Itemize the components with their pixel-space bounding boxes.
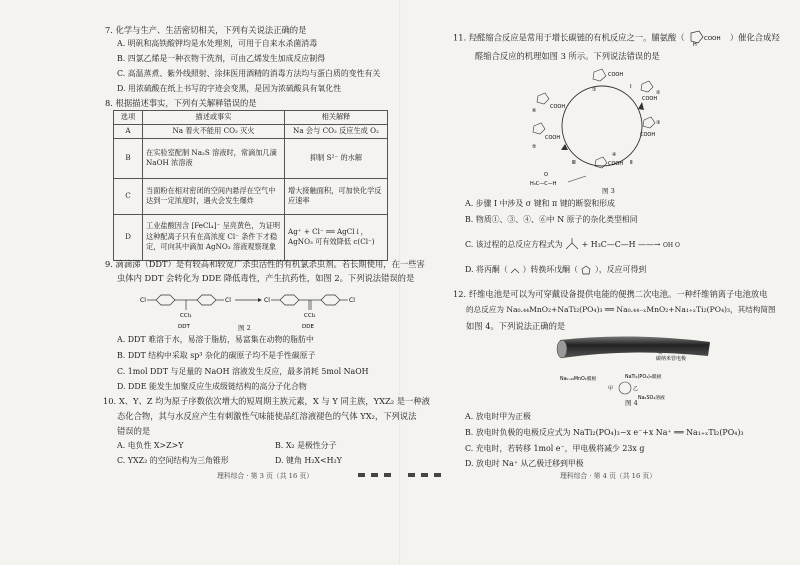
fiber-battery-figure bbox=[550, 332, 720, 402]
pyrrolidine-ring bbox=[641, 81, 653, 92]
cyclopentanone-structure-icon bbox=[580, 264, 592, 276]
cl-label: Cl bbox=[349, 297, 355, 304]
table-cell: Ag⁺ + Cl⁻ ══ AgCl↓，AgNO₃ 可有效降低 c(Cl⁻) bbox=[285, 214, 388, 260]
ddt-label: DDT bbox=[178, 324, 190, 330]
page-footer: 理科综合 · 第 4 页（共 16 页） bbox=[560, 472, 657, 480]
footer-marks bbox=[408, 473, 441, 477]
fiber-end bbox=[557, 340, 567, 358]
table-cell: 工业盐酸因含 [FeCl₄]⁻ 呈亮黄色，为证明这种配离子只有在高浓度 Cl⁻ 条件下才稳定，可向其中滴加 AgNO₃ 溶液观察现象 bbox=[143, 214, 285, 260]
q7-option-d: D. 用浓硫酸在纸上书写的字迹会变黑，是因为浓硫酸具有氧化性 bbox=[117, 84, 342, 93]
table-cell: Na 着火不能用 CO₂ 灭火 bbox=[143, 124, 285, 138]
species-5-label: ⑤ bbox=[532, 144, 537, 150]
benzene-ring bbox=[156, 295, 175, 305]
q11-equation-text: + H₃C—C—H ——→ bbox=[581, 240, 661, 249]
q10-stem-line2: 态化合物，其与水反应产生有刺激性气味能使品红溶液褪色的气体 YX₂，下列说法 bbox=[117, 411, 417, 421]
q12-stem-line3: 如图 4。下列说法正确的是 bbox=[466, 321, 566, 331]
table-row bbox=[114, 138, 388, 178]
table-cell: 抑制 S²⁻ 的水解 bbox=[285, 138, 388, 178]
q7-stem: 7. 化学与生产、生活密切相关，下列有关说法正确的是 bbox=[105, 25, 307, 35]
cooh-label: COOH bbox=[640, 132, 656, 138]
footer-mark bbox=[371, 473, 378, 477]
table-cell: A bbox=[114, 124, 143, 138]
species-6-label: ⑥ bbox=[532, 108, 537, 114]
footer-mark bbox=[358, 473, 365, 477]
q10-option-b: B. X₂ 是极性分子 bbox=[275, 441, 337, 450]
q11-option-d-text: ）转换环戊酮（ bbox=[522, 265, 578, 274]
q9-stem-line1: 9. 滴滴涕（DDT）是有较高和较宽广杀虫活性的有机氯杀虫剂。若长期使用，在一些害 bbox=[105, 259, 425, 269]
q12-option-d: D. 放电时 Na⁺ 从乙极迁移到甲极 bbox=[465, 459, 584, 468]
ccl3-label: CCl₃ bbox=[180, 313, 192, 319]
q11-stem-text: 11. 羟醛缩合反应是常用于增长碳链的有机反应之一。脯氨酸（ bbox=[453, 32, 685, 43]
benzene-ring bbox=[321, 295, 340, 305]
q11-option-b: B. 物质①、③、④、⑥中 N 原子的杂化类型相同 bbox=[465, 215, 638, 224]
cl-label: Cl bbox=[140, 297, 146, 304]
cooh-label: COOH bbox=[642, 96, 658, 102]
figure-4-caption: 图 4 bbox=[625, 399, 638, 407]
q11-option-c-text: C. 该过程的总反应方程式为 bbox=[465, 240, 563, 249]
q11-stem-text: ）催化合成羟 bbox=[729, 32, 780, 43]
step-3-label: Ⅲ bbox=[572, 160, 576, 166]
q9-option-c: C. 1mol DDT 与足量的 NaOH 溶液发生反应，最多消耗 5mol NaOH bbox=[117, 367, 369, 376]
table-header-row bbox=[114, 111, 388, 125]
table-header: 描述或事实 bbox=[143, 111, 285, 125]
figure-2-caption: 图 2 bbox=[238, 324, 251, 332]
q9-option-b: B. DDT 结构中采取 sp³ 杂化的碳原子均不是手性碳原子 bbox=[117, 351, 316, 360]
ccl2-label: CCl₂ bbox=[304, 313, 316, 319]
cnt-electrode-label: 碳纳米管电极 bbox=[656, 356, 687, 362]
cooh-label: COOH bbox=[608, 72, 624, 78]
table-header: 相关解释 bbox=[285, 111, 388, 125]
footer-marks bbox=[358, 473, 391, 477]
q9-option-d: D. DDE 能发生加聚反应生成级链结构的高分子化合物 bbox=[117, 382, 307, 391]
nti-electrode-label: NaTi₂(PO₄)₃膜极 bbox=[625, 375, 662, 380]
q12-stem-line1: 12. 纤维电池是可以为可穿戴设备提供电能的便携二次电池。一种纤维钠离子电池放电 bbox=[453, 289, 768, 299]
cycle-circle bbox=[562, 86, 642, 166]
q12-stem-line2: 的总反应为 Na₀.₄₄MnO₂+NaTi₂(PO₄)₃ ══ Na₀.₄₄₋ₓMnO₂+Na₁₊ₓTi₂(PO₄)₃，其结构简图 bbox=[466, 305, 776, 314]
q10-stem-line3: 错误的是 bbox=[117, 426, 151, 436]
oxygen-label: O bbox=[544, 172, 548, 178]
bond bbox=[566, 243, 578, 249]
dde-label: DDE bbox=[302, 324, 314, 330]
table-row bbox=[114, 178, 388, 214]
fiber-body bbox=[560, 336, 710, 358]
cooh-label: COOH bbox=[545, 135, 561, 141]
table-cell: C bbox=[114, 178, 143, 214]
q8-stem: 8. 根据描述事实，下列有关解释错误的是 bbox=[105, 98, 257, 108]
q11-stem-line2: 醛缩合反应的机理如图 3 所示。下列说法错误的是 bbox=[475, 51, 660, 61]
q10-option-c: C. YXZ₂ 的空间结构为三角锥形 bbox=[117, 456, 229, 465]
step-2-label: Ⅱ bbox=[630, 160, 633, 166]
acetone-structure-icon bbox=[510, 265, 520, 275]
pyrrolidine-ring bbox=[593, 69, 606, 81]
electrode-yi-label: 乙 bbox=[633, 386, 639, 392]
ddt-dde-structure-figure bbox=[140, 286, 380, 336]
pyrrolidine-ring bbox=[643, 117, 655, 128]
q11-product-label: OH O bbox=[662, 242, 680, 249]
q11-option-d-text: D. 将丙酮（ bbox=[465, 265, 508, 274]
q7-option-a: A. 明矾和高铁酸钾均是水处理剂，可用于自来水杀菌消毒 bbox=[117, 39, 318, 48]
q12-option-a: A. 放电时甲为正极 bbox=[465, 412, 531, 421]
q11-option-a: A. 步骤 Ⅰ 中涉及 σ 键和 π 键的断裂和形成 bbox=[465, 199, 615, 208]
table-cell: Na 会与 CO₂ 反应生成 O₂ bbox=[285, 124, 388, 138]
cl-label: Cl bbox=[264, 297, 270, 304]
footer-mark bbox=[421, 473, 428, 477]
step-1-label: Ⅰ bbox=[630, 84, 632, 90]
h-label: H bbox=[693, 42, 697, 46]
table-cell: D bbox=[114, 214, 143, 260]
q8-table bbox=[113, 110, 388, 261]
q7-option-c: C. 高温蒸煮、紫外线照射、涂抹医用酒精的消毒方法均与蛋白质的变性有关 bbox=[117, 69, 381, 78]
q12-option-c: C. 充电时，若转移 1mol e⁻，甲电极将减少 23x g bbox=[465, 444, 645, 453]
cycle-arrow-icon bbox=[638, 102, 644, 110]
electrode-jia-label: 甲 bbox=[608, 386, 614, 392]
catalytic-cycle-figure bbox=[530, 64, 670, 190]
table-cell: 增大接触面积，可加快化学反应速率 bbox=[285, 178, 388, 214]
pyrrolidine-ring bbox=[537, 93, 549, 104]
q11-option-d bbox=[465, 264, 646, 276]
cl-label: Cl bbox=[225, 297, 231, 304]
figure-3-caption: 图 3 bbox=[602, 187, 615, 195]
bond bbox=[511, 269, 519, 273]
q10-stem-line1: 10. X、Y、Z 均为原子序数依次增大的短周期主族元素，X 与 Y 同主族，YXZ₂ 是一种液 bbox=[103, 396, 430, 406]
cross-section-circle bbox=[619, 382, 631, 394]
cooh-label: COOH bbox=[608, 161, 624, 167]
page-footer: 理科综合 · 第 3 页（共 16 页） bbox=[217, 472, 314, 480]
acetone-structure-icon bbox=[565, 238, 579, 252]
q9-option-a: A. DDT 难溶于水，易溶于脂肪，易富集在动物的脂肪中 bbox=[117, 335, 314, 344]
bond bbox=[568, 176, 586, 182]
species-2-label: ② bbox=[656, 90, 661, 96]
q10-option-d: D. 键角 H₂X<H₂Y bbox=[275, 456, 342, 465]
table-header: 选项 bbox=[114, 111, 143, 125]
footer-mark bbox=[384, 473, 391, 477]
table-cell: B bbox=[114, 138, 143, 178]
arrow-head-icon bbox=[258, 298, 262, 302]
q11-option-d-text: ），反应可得到 bbox=[594, 265, 647, 274]
electrolyte-label: Na₂SO₄溶液 bbox=[638, 396, 665, 401]
table-row bbox=[114, 124, 388, 138]
species-1-label: ① bbox=[592, 87, 597, 93]
cooh-label: COOH bbox=[704, 36, 721, 42]
benzene-ring bbox=[280, 295, 299, 305]
footer-mark bbox=[434, 473, 441, 477]
species-4-label: ④ bbox=[612, 152, 617, 158]
cooh-label: COOH bbox=[550, 104, 566, 110]
ring bbox=[582, 266, 590, 274]
acetaldehyde-label: H₃C—C—H bbox=[530, 181, 557, 187]
q10-option-a: A. 电负性 X>Z>Y bbox=[117, 441, 184, 450]
benzene-ring bbox=[197, 295, 216, 305]
species-3-label: ③ bbox=[656, 120, 661, 126]
proline-structure-icon bbox=[687, 30, 727, 46]
q7-option-b: B. 四氯乙烯是一种衣物干洗剂，可由乙烯发生加成反应制得 bbox=[117, 54, 326, 63]
q12-option-b: B. 放电时负极的电极反应式为 NaTi₂(PO₄)₃−x e⁻+x Na⁺ ══ Na₁₊ₓTi₂(PO₄)₃ bbox=[465, 428, 744, 437]
table-cell: 当面粉在相对密闭的空间内悬浮在空气中达到一定浓度时，遇火会发生爆炸 bbox=[143, 178, 285, 214]
page-4 bbox=[400, 0, 800, 565]
mno2-electrode-label: Na₀.₄₄MnO₂膜极 bbox=[560, 377, 597, 382]
q9-stem-line2: 虫体内 DDT 会转化为 DDE 降低毒性，产生抗药性，如图 2。下列说法错误的是 bbox=[117, 273, 415, 283]
q11-option-c bbox=[465, 238, 680, 252]
table-cell: 在实验室配制 Na₂S 溶液时，常滴加几滴 NaOH 浓溶液 bbox=[143, 138, 285, 178]
q11-stem-line1 bbox=[453, 30, 780, 46]
footer-mark bbox=[408, 473, 415, 477]
table-row bbox=[114, 214, 388, 260]
pyrrolidine-ring bbox=[533, 123, 545, 134]
